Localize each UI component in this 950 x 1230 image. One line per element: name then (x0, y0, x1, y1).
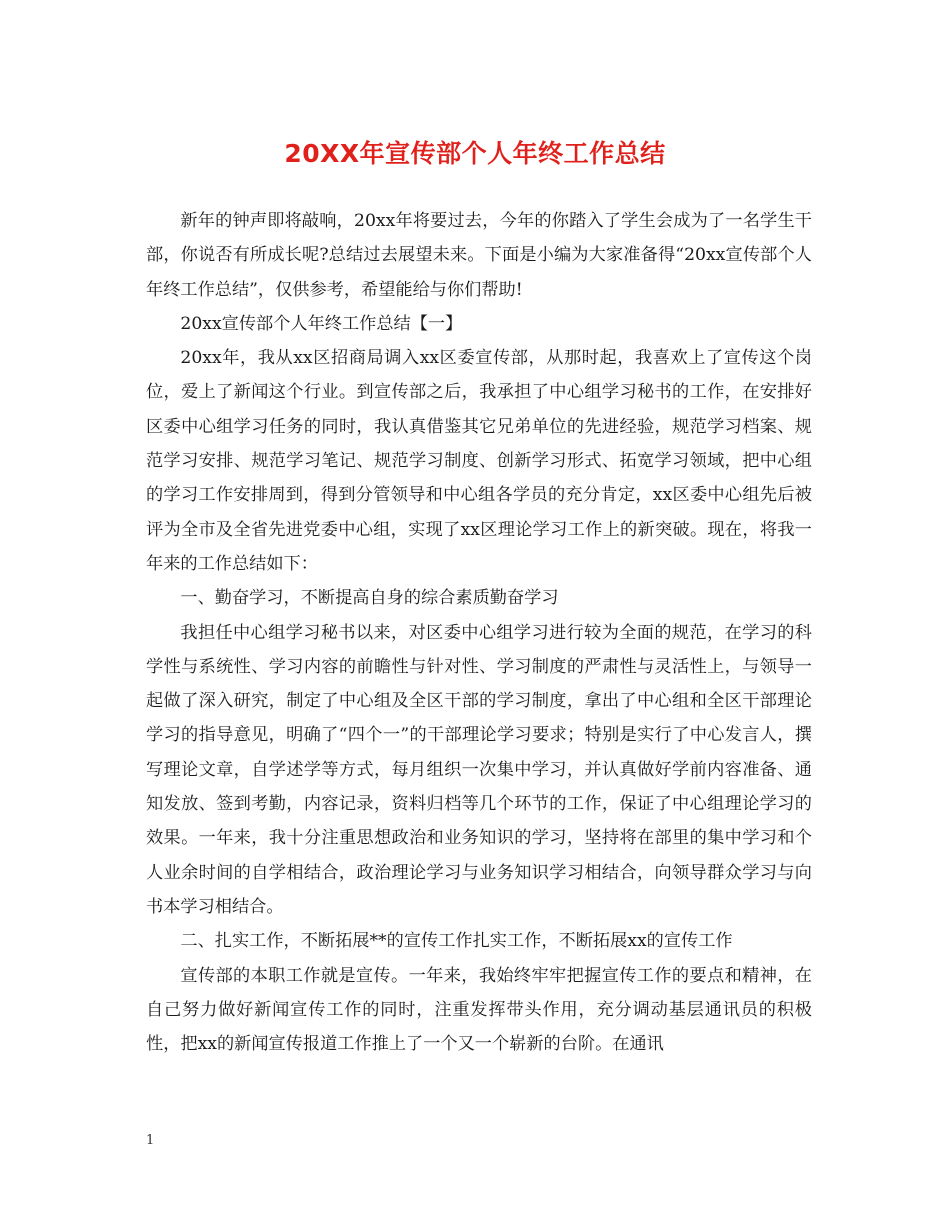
paragraph-intro: 新年的钟声即将敲响，20xx年将要过去，今年的你踏入了学生会成为了一名学生干部，你说否有所成长呢?总结过去展望未来。下面是小编为大家准备得“20xx宣传部个人年终工作总结”，仅供参考，希望能给与你们帮助! (146, 211, 812, 300)
document-body (146, 204, 812, 1061)
paragraph-publicity: 宣传部的本职工作就是宣传。一年来，我始终牢牢把握宣传工作的要点和精神，在自己努力做好新闻宣传工作的同时，注重发挥带头作用，充分调动基层通讯员的积极性，把xx的新闻宣传报道工作推上了一个又一个崭新的台阶。在通讯 (146, 965, 812, 1055)
subsection-heading-2: 二、扎实工作，不断拓展**的宣传工作扎实工作，不断拓展xx的宣传工作 (180, 931, 733, 952)
subsection-heading-1: 一、勤奋学习，不断提高自身的综合素质勤奋学习 (180, 588, 559, 609)
section-heading: 20xx宣传部个人年终工作总结【一】 (180, 313, 463, 334)
document-title: 20XX年宣传部个人年终工作总结 (284, 139, 666, 168)
paragraph-study: 我担任中心组学习秘书以来，对区委中心组学习进行较为全面的规范，在学习的科学性与系统性、学习内容的前瞻性与针对性、学习制度的严肃性与灵活性上，与领导一起做了深入研究，制定了中心组及全区干部的学习制度，拿出了中心组和全区干部理论学习的指导意见，明确了“四个一”的干部理论学习要求；特别是实行了中心发言人，撰写理论文章，自学述学等方式，每月组织一次集中学习，并认真做好学前内容准备、通知发放、签到考勤，内容记录，资料归档等几个环节的工作，保证了中心组理论学习的效果。一年来，我十分注重思想政治和业务知识的学习，坚持将在部里的集中学习和个人业余时间的自学相结合，政治理论学习与业务知识学习相结合，向领导群众学习与向书本学习相结合。 (146, 622, 812, 917)
paragraph-overview: 20xx年，我从xx区招商局调入xx区委宣传部，从那时起，我喜欢上了宣传这个岗位，爱上了新闻这个行业。到宣传部之后，我承担了中心组学习秘书的工作，在安排好区委中心组学习任务的同时，我认真借鉴其它兄弟单位的先进经验，规范学习档案、规范学习安排、规范学习笔记、规范学习制度、创新学习形式、拓宽学习领域，把中心组的学习工作安排周到，得到分管领导和中心组各学员的充分肯定，xx区委中心组先后被评为全市及全省先进党委中心组，实现了xx区理论学习工作上的新突破。现在，将我一年来的工作总结如下： (146, 348, 812, 574)
page-number: 1 (146, 1133, 155, 1148)
